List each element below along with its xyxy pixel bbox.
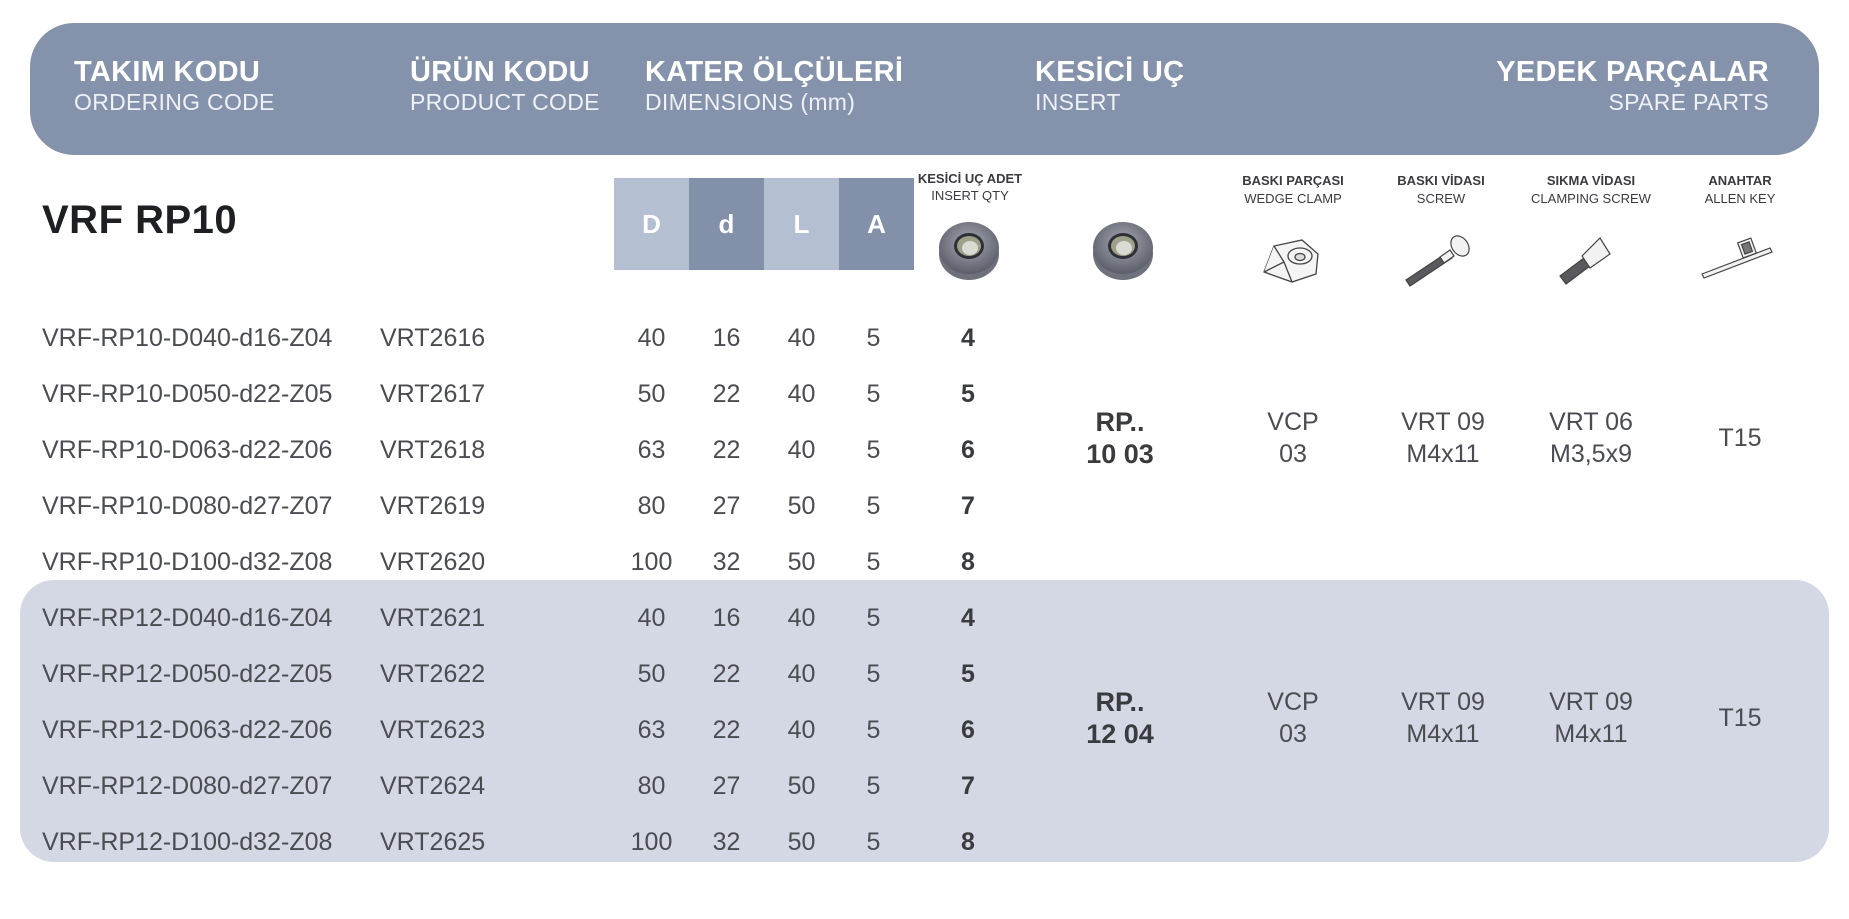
product-code: VRT2617: [380, 380, 486, 408]
insert-qty-header: [905, 170, 1035, 204]
allen-key-value-rp10: T15: [1718, 424, 1762, 452]
dim-d: 22: [712, 436, 741, 464]
dim-d: 32: [712, 548, 741, 576]
clamping-screw-line1: VRT 09: [1549, 688, 1633, 716]
wedge-clamp-value-rp10: [1230, 406, 1356, 470]
insert-qty: 5: [961, 380, 975, 408]
clamping-screw-icon: [1548, 232, 1628, 287]
section-title: VRF RP10: [42, 198, 238, 242]
product-code: VRT2624: [380, 772, 486, 800]
header-dimensions-tr: KATER ÖLÇÜLERİ: [645, 56, 904, 88]
product-code: VRT2616: [380, 324, 486, 352]
dim-d: 27: [712, 492, 741, 520]
insert-code-line2: 10 03: [1086, 439, 1154, 469]
dim-header-D: D: [614, 178, 689, 270]
screw-line2: M4x11: [1406, 720, 1480, 748]
dim-L: 50: [787, 772, 816, 800]
dim-D: 100: [630, 548, 673, 576]
header-ordering-code-tr: TAKIM KODU: [74, 56, 261, 88]
spare-header-allen-key: [1655, 172, 1825, 208]
ordering-code: VRF-RP12-D080-d27-Z07: [42, 772, 333, 800]
insert-code-line2: 12 04: [1086, 719, 1154, 749]
table-row: [0, 814, 1849, 870]
table-row: [0, 478, 1849, 534]
spare-header-screw: [1356, 172, 1526, 208]
insert-qty: 6: [961, 716, 975, 744]
insert-icon: [1090, 216, 1156, 282]
allen-key-icon: [1698, 232, 1778, 287]
insert-code-rp12: [1060, 686, 1180, 750]
screw-label-en: SCREW: [1416, 191, 1466, 206]
dim-d: 27: [712, 772, 741, 800]
ordering-code: VRF-RP12-D050-d22-Z05: [42, 660, 333, 688]
dim-A: 5: [866, 324, 881, 352]
dim-D: 40: [637, 324, 666, 352]
dim-A: 5: [866, 716, 881, 744]
ordering-code: VRF-RP10-D040-d16-Z04: [42, 324, 333, 352]
screw-value-rp12: [1378, 686, 1508, 750]
dim-L: 40: [787, 380, 816, 408]
ordering-code: VRF-RP10-D050-d22-Z05: [42, 380, 333, 408]
table-row: [0, 590, 1849, 646]
screw-line1: VRT 09: [1401, 408, 1485, 436]
header-insert: [1035, 57, 1184, 117]
insert-icon: [936, 216, 1002, 282]
insert-code-rp10: [1060, 406, 1180, 470]
header-product-code: [410, 57, 600, 117]
ordering-code: VRF-RP12-D040-d16-Z04: [42, 604, 333, 632]
header-ordering-code-en: ORDERING CODE: [74, 89, 275, 115]
allen-key-label-en: ALLEN KEY: [1704, 191, 1776, 206]
clamping-screw-line2: M3,5x9: [1550, 440, 1632, 468]
dim-D: 40: [637, 604, 666, 632]
wedge-clamp-line2: 03: [1279, 720, 1307, 748]
dim-L: 40: [787, 436, 816, 464]
dim-d: 16: [712, 604, 741, 632]
ordering-code: VRF-RP10-D063-d22-Z06: [42, 436, 333, 464]
insert-qty: 4: [961, 604, 975, 632]
product-code: VRT2622: [380, 660, 486, 688]
header-ordering-code: [74, 57, 275, 117]
dim-D: 80: [637, 492, 666, 520]
wedge-clamp-line2: 03: [1279, 440, 1307, 468]
insert-qty-label-tr: KESİCİ UÇ ADET: [917, 171, 1023, 186]
ordering-code: VRF-RP12-D063-d22-Z06: [42, 716, 333, 744]
table-row: [0, 310, 1849, 366]
dim-d: 16: [712, 324, 741, 352]
dim-L: 50: [787, 828, 816, 856]
dim-A: 5: [866, 828, 881, 856]
product-code: VRT2618: [380, 436, 486, 464]
header-dimensions-en: DIMENSIONS (mm): [645, 89, 856, 115]
dim-L: 40: [787, 604, 816, 632]
insert-code-line1: RP..: [1095, 687, 1145, 717]
screw-line2: M4x11: [1406, 440, 1480, 468]
dim-D: 50: [637, 380, 666, 408]
dim-A: 5: [866, 772, 881, 800]
dim-L: 50: [787, 492, 816, 520]
dim-header-d: d: [689, 178, 764, 270]
dim-L: 40: [787, 660, 816, 688]
screw-line1: VRT 09: [1401, 688, 1485, 716]
insert-qty: 8: [961, 548, 975, 576]
spare-header-clamping-screw: [1506, 172, 1676, 208]
dim-d: 22: [712, 380, 741, 408]
dim-D: 80: [637, 772, 666, 800]
clamping-screw-value-rp12: [1526, 686, 1656, 750]
product-code: VRT2625: [380, 828, 486, 856]
dim-d: 22: [712, 660, 741, 688]
clamping-screw-value-rp10: [1526, 406, 1656, 470]
dim-d: 32: [712, 828, 741, 856]
header-dimensions: [645, 57, 903, 117]
table-row: [0, 758, 1849, 814]
screw-icon: [1400, 232, 1480, 287]
dim-A: 5: [866, 660, 881, 688]
dim-A: 5: [866, 380, 881, 408]
dim-A: 5: [866, 604, 881, 632]
header-spare-parts-tr: YEDEK PARÇALAR: [1496, 56, 1769, 88]
wedge-clamp-label-tr: BASKI PARÇASI: [1242, 173, 1344, 188]
insert-qty: 7: [961, 492, 975, 520]
dim-A: 5: [866, 436, 881, 464]
wedge-clamp-icon: [1256, 232, 1326, 287]
product-code: VRT2620: [380, 548, 486, 576]
product-code: VRT2621: [380, 604, 486, 632]
header-product-code-en: PRODUCT CODE: [410, 89, 600, 115]
insert-qty: 8: [961, 828, 975, 856]
wedge-clamp-line1: VCP: [1267, 688, 1319, 716]
screw-label-tr: BASKI VİDASI: [1397, 173, 1485, 188]
clamping-screw-label-en: CLAMPING SCREW: [1531, 191, 1651, 206]
dim-D: 63: [637, 716, 666, 744]
insert-code-line1: RP..: [1095, 407, 1145, 437]
clamping-screw-line2: M4x11: [1554, 720, 1628, 748]
dim-L: 40: [787, 716, 816, 744]
insert-qty-label-en: INSERT QTY: [931, 188, 1009, 203]
wedge-clamp-line1: VCP: [1267, 408, 1319, 436]
insert-qty: 5: [961, 660, 975, 688]
wedge-clamp-value-rp12: [1230, 686, 1356, 750]
header-spare-parts: [1496, 57, 1769, 117]
header-product-code-tr: ÜRÜN KODU: [410, 56, 590, 88]
header-spare-parts-en: SPARE PARTS: [1608, 89, 1769, 115]
dim-L: 50: [787, 548, 816, 576]
clamping-screw-label-tr: SIKMA VİDASI: [1546, 173, 1636, 188]
insert-qty: 6: [961, 436, 975, 464]
ordering-code: VRF-RP10-D080-d27-Z07: [42, 492, 333, 520]
dim-header-A: A: [839, 178, 914, 270]
product-code: VRT2623: [380, 716, 486, 744]
ordering-code: VRF-RP12-D100-d32-Z08: [42, 828, 333, 856]
dim-header-L: L: [764, 178, 839, 270]
allen-key-label-tr: ANAHTAR: [1708, 173, 1772, 188]
insert-qty: 4: [961, 324, 975, 352]
clamping-screw-line1: VRT 06: [1549, 408, 1633, 436]
header-insert-en: INSERT: [1035, 89, 1121, 115]
screw-value-rp10: [1378, 406, 1508, 470]
dim-L: 40: [787, 324, 816, 352]
dim-A: 5: [866, 492, 881, 520]
insert-qty: 7: [961, 772, 975, 800]
allen-key-value-rp12: T15: [1718, 704, 1762, 732]
spare-header-wedge-clamp: [1208, 172, 1378, 208]
header-insert-tr: KESİCİ UÇ: [1035, 56, 1185, 88]
dim-A: 5: [866, 548, 881, 576]
table-row: [0, 534, 1849, 590]
dim-D: 63: [637, 436, 666, 464]
wedge-clamp-label-en: WEDGE CLAMP: [1244, 191, 1342, 206]
dim-D: 50: [637, 660, 666, 688]
dim-D: 100: [630, 828, 673, 856]
product-code: VRT2619: [380, 492, 486, 520]
dim-d: 22: [712, 716, 741, 744]
ordering-code: VRF-RP10-D100-d32-Z08: [42, 548, 333, 576]
